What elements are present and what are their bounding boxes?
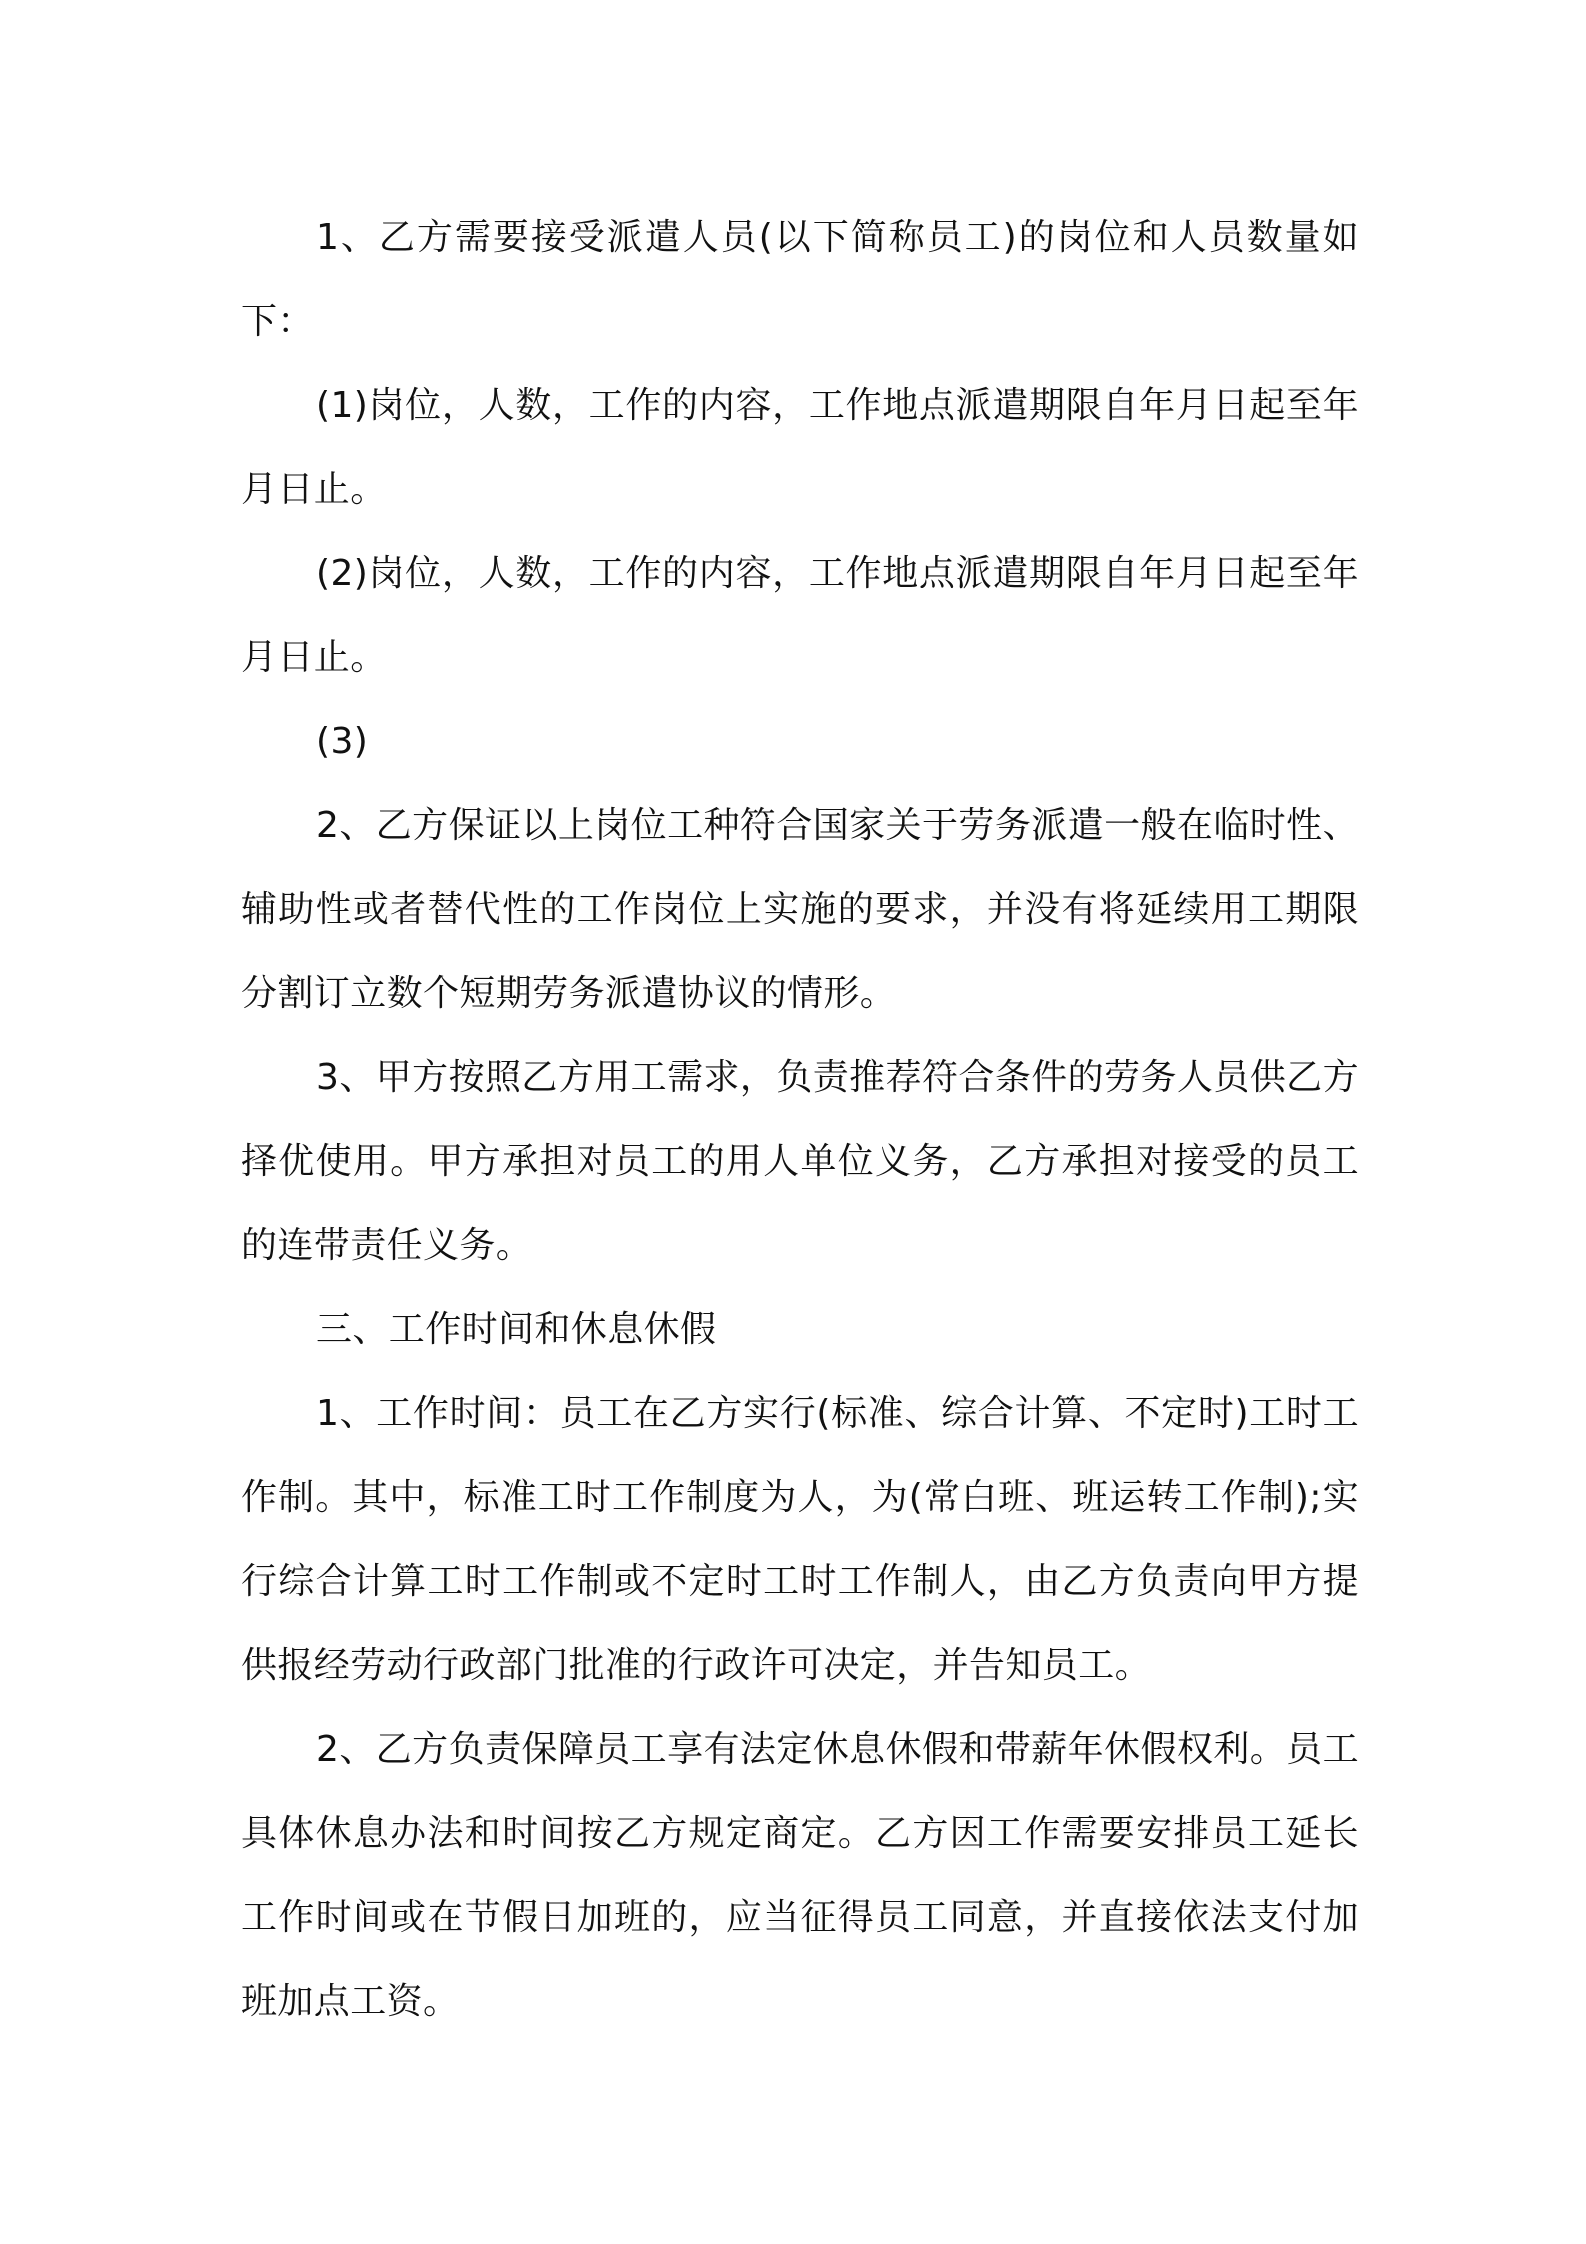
section-heading-work-time-and-rest: 三、工作时间和休息休假 xyxy=(316,1309,717,1350)
paragraph-clause-3-recommendation: 3、甲方按照乙方用工需求，负责推荐符合条件的劳务人员供乙方择优使用。甲方承担对员工的用人单位义务，乙方承担对接受的员工的连带责任义务。 xyxy=(241,1057,1359,1266)
paragraph-position-item-2: (2)岗位，人数，工作的内容，工作地点派遣期限自年月日起至年月日止。 xyxy=(241,553,1359,678)
paragraph-position-item-1: (1)岗位，人数，工作的内容，工作地点派遣期限自年月日起至年月日止。 xyxy=(241,385,1359,510)
paragraph-clause-2-guarantee: 2、乙方保证以上岗位工种符合国家关于劳务派遣一般在临时性、辅助性或者替代性的工作岗位上实施的要求，并没有将延续用工期限分割订立数个短期劳务派遣协议的情形。 xyxy=(241,805,1359,1014)
document-body xyxy=(241,196,1359,2044)
paragraph-work-time-clause-2: 2、乙方负责保障员工享有法定休息休假和带薪年休假权利。员工具体休息办法和时间按乙方规定商定。乙方因工作需要安排员工延长工作时间或在节假日加班的，应当征得员工同意，并直接依法支付加班加点工资。 xyxy=(241,1729,1359,2022)
paragraph-work-time-clause-1: 1、工作时间：员工在乙方实行(标准、综合计算、不定时)工时工作制。其中，标准工时工作制度为人，为(常白班、班运转工作制);实行综合计算工时工作制或不定时工时工作制人，由乙方负责向甲方提供报经劳动行政部门批准的行政许可决定，并告知员工。 xyxy=(241,1393,1359,1686)
paragraph-clause-1-positions: 1、乙方需要接受派遣人员(以下简称员工)的岗位和人员数量如下： xyxy=(241,217,1359,342)
paragraph-position-item-3: (3) xyxy=(316,721,369,762)
